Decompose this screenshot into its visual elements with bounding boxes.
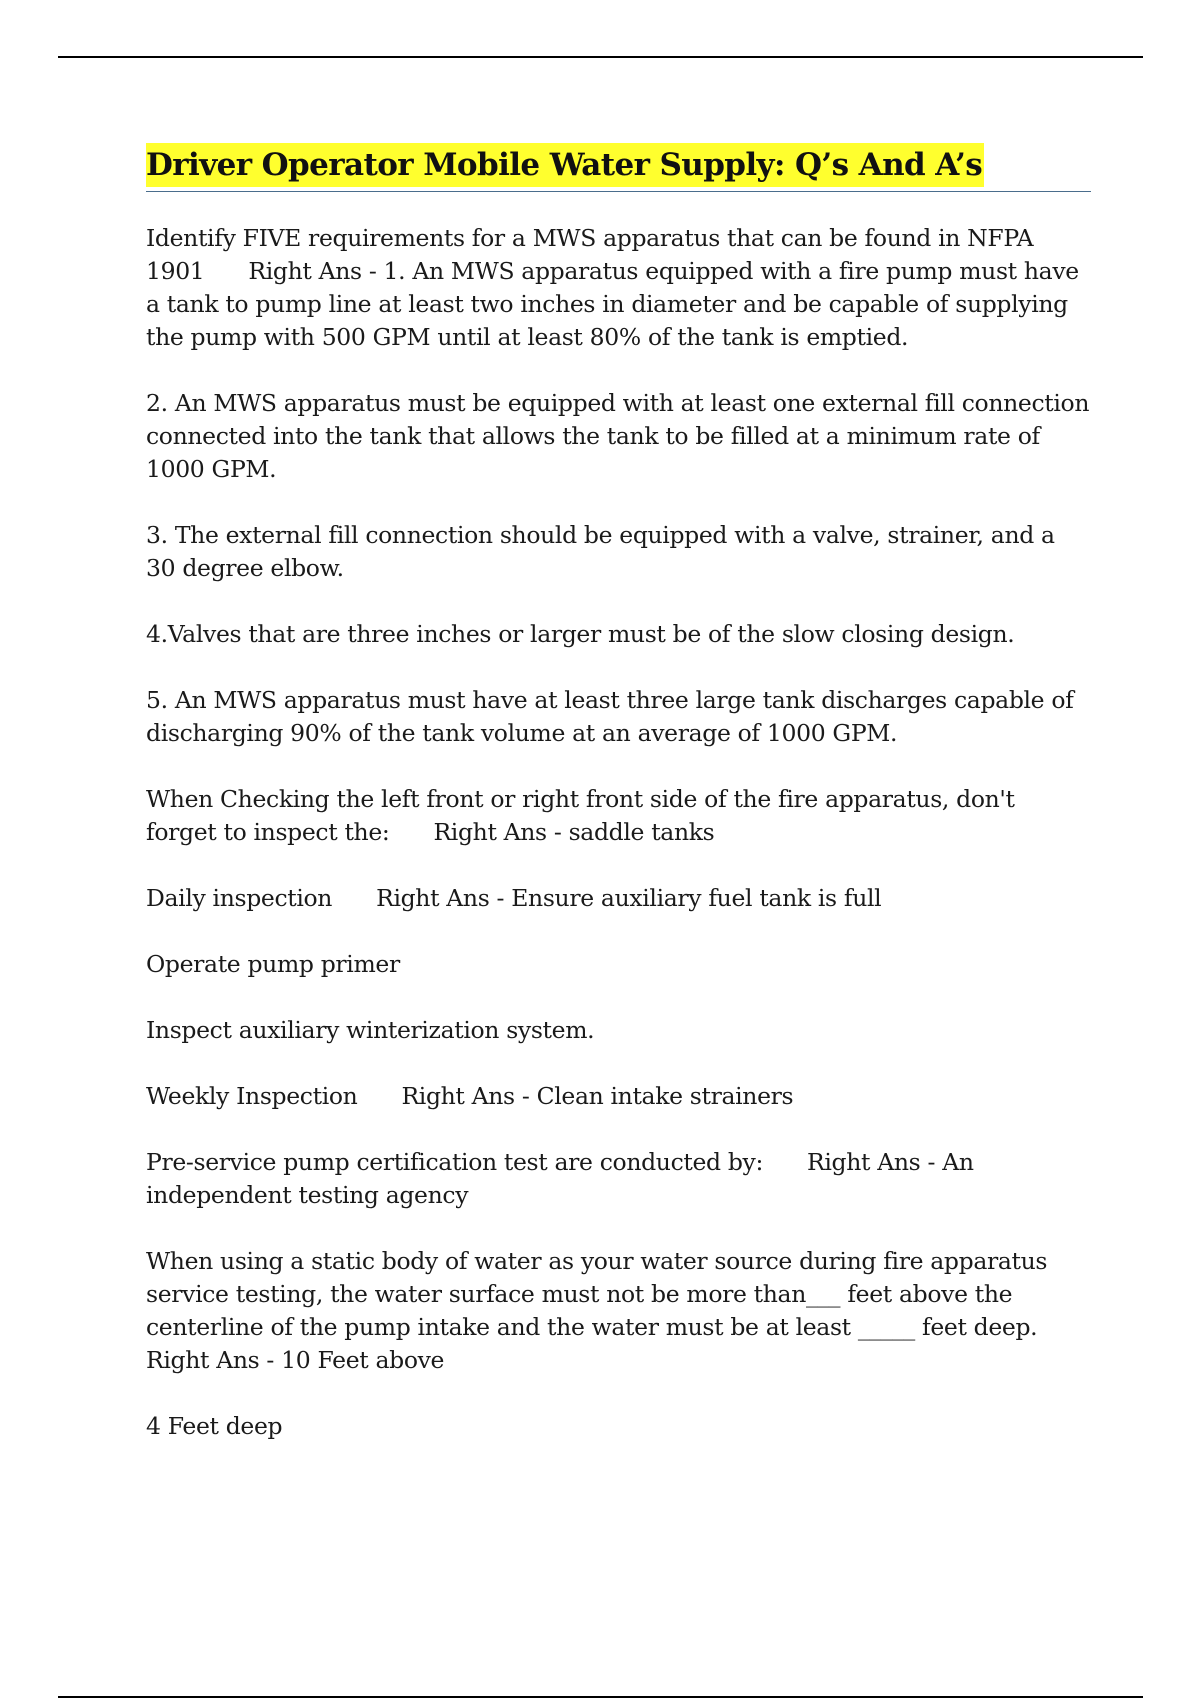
qa-paragraph — [146, 783, 1091, 849]
document-title: Driver Operator Mobile Water Supply: Q’s And A’s — [146, 143, 984, 187]
answer-text: Right Ans - Clean intake strainers — [401, 1082, 794, 1110]
qa-paragraph — [146, 1080, 1091, 1113]
qa-paragraph — [146, 618, 1091, 651]
qa-paragraph — [146, 1146, 1091, 1212]
answer-text: 5. An MWS apparatus must have at least three large tank discharges capable of discharging 90% of the tank volume at an average of 1000 GPM. — [146, 686, 1081, 747]
qa-paragraph — [146, 882, 1091, 915]
answer-text: Right Ans - saddle tanks — [433, 818, 715, 846]
question-text: Weekly Inspection — [146, 1082, 358, 1110]
title-block — [146, 143, 1091, 192]
qa-paragraph — [146, 1410, 1091, 1443]
answer-text: 3. The external fill connection should be equipped with a valve, strainer, and a 30 degree elbow. — [146, 521, 1062, 582]
qa-paragraph — [146, 948, 1091, 981]
question-text: When Checking the left front or right front side of the fire apparatus, don't forget to inspect the: — [146, 785, 1022, 846]
qa-paragraph — [146, 519, 1091, 585]
header-rule — [58, 56, 1143, 58]
answer-text: Right Ans - Ensure auxiliary fuel tank is full — [376, 884, 882, 912]
question-text: Identify FIVE requirements for a MWS apparatus that can be found in NFPA 1901 — [146, 224, 1041, 285]
answer-text: Operate pump primer — [146, 950, 400, 978]
qa-paragraph — [146, 222, 1091, 354]
footer-rule — [58, 1696, 1143, 1698]
answer-text: 4.Valves that are three inches or larger must be of the slow closing design. — [146, 620, 1015, 648]
qa-paragraph — [146, 1245, 1091, 1377]
document-body — [146, 143, 1097, 1476]
answer-text: Right Ans - 10 Feet above — [146, 1346, 445, 1374]
question-text: Daily inspection — [146, 884, 333, 912]
question-text: When using a static body of water as your water source during fire apparatus service testing, the water surface must not be more than___ feet above the centerline of the pump intake and the water must be at least _____ feet deep. — [146, 1247, 1055, 1341]
answer-text: Right Ans - 1. An MWS apparatus equipped with a fire pump must have a tank to pump line at least two inches in diameter and be capable of supplying the pump with 500 GPM until at least 80% of the tank is emptied. — [146, 257, 1086, 351]
answer-text: Inspect auxiliary winterization system. — [146, 1016, 595, 1044]
qa-paragraph — [146, 387, 1097, 486]
answer-text: 4 Feet deep — [146, 1412, 283, 1440]
question-text: Pre-service pump certification test are conducted by: — [146, 1148, 764, 1176]
answer-text: Right Ans - An independent testing agency — [146, 1148, 981, 1209]
answer-text: 2. An MWS apparatus must be equipped with at least one external fill connection connected into the tank that allows the tank to be filled at a minimum rate of 1000 GPM. — [146, 389, 1097, 483]
qa-paragraph — [146, 684, 1091, 750]
qa-paragraph — [146, 1014, 1091, 1047]
